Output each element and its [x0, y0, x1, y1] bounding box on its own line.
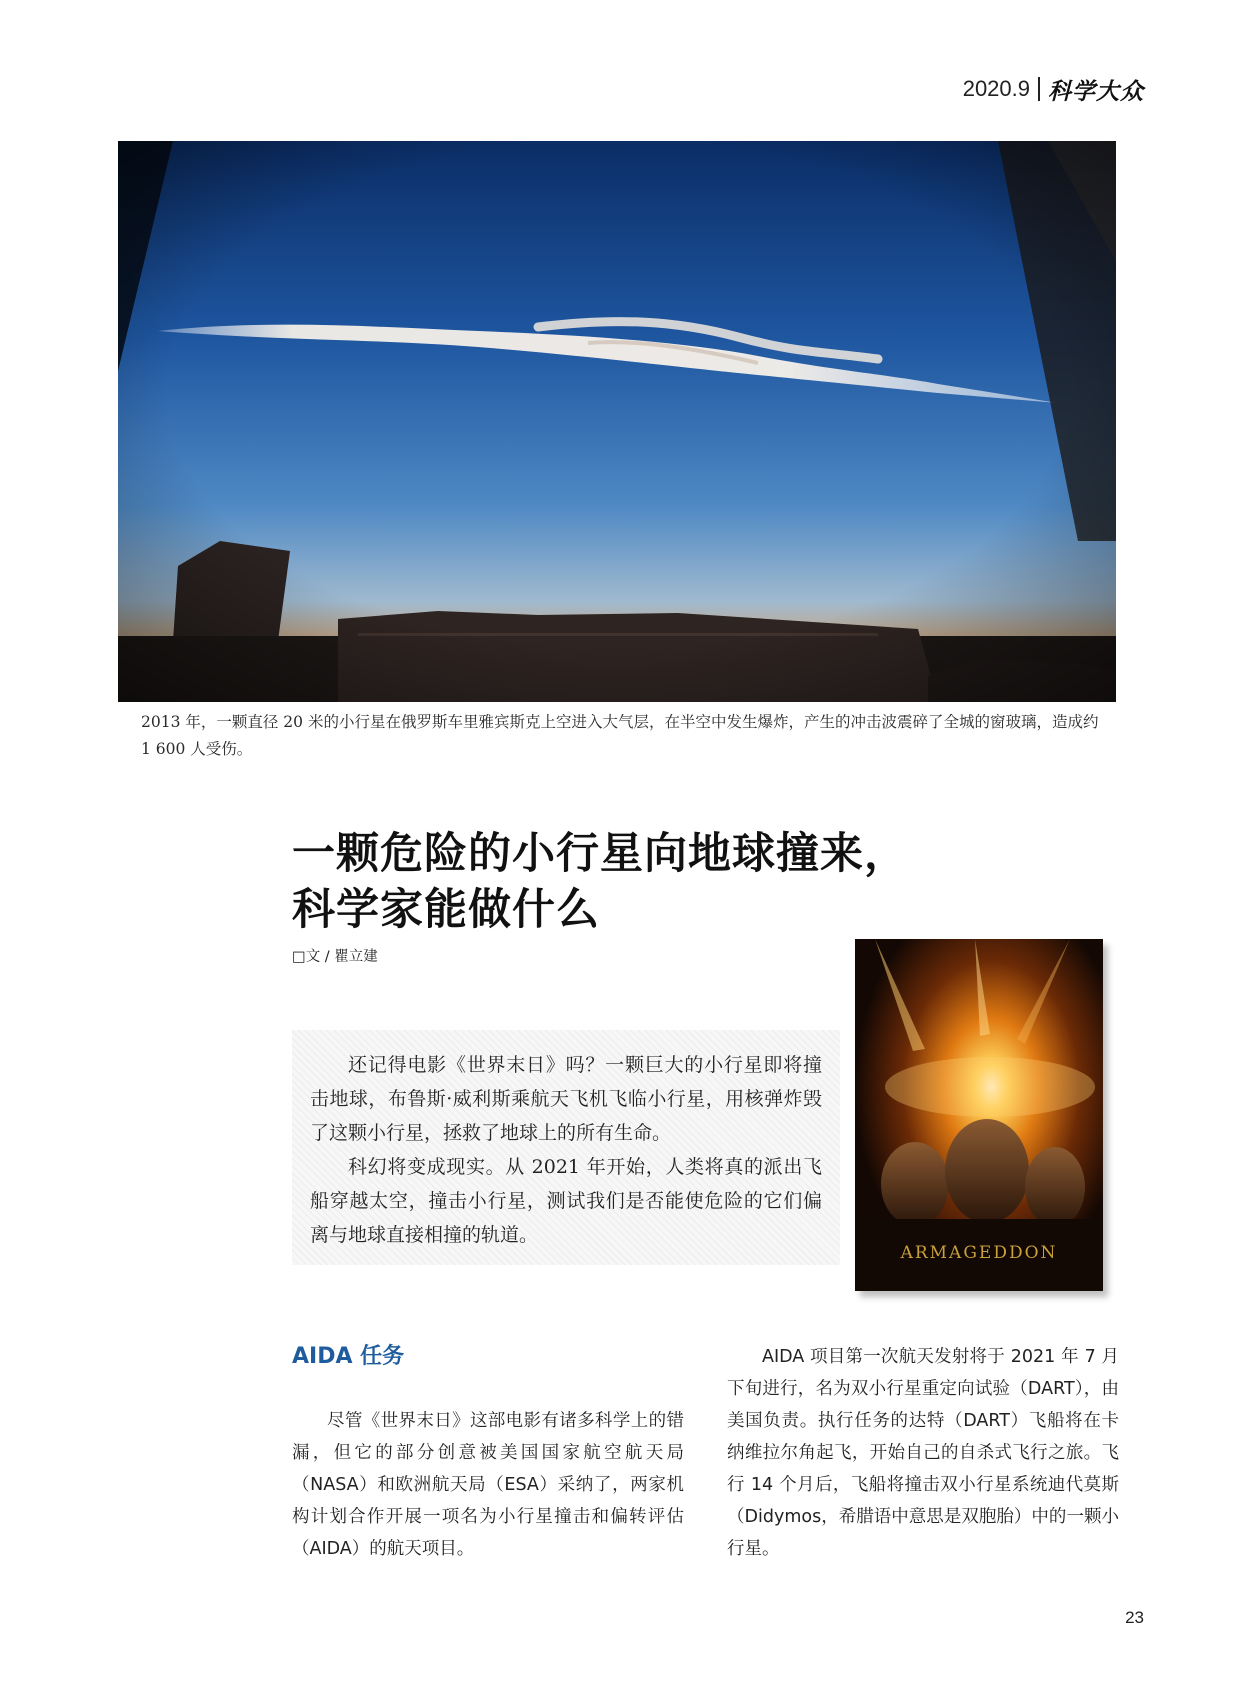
page-header [963, 72, 1144, 106]
section-heading: AIDA 任务 [292, 1344, 405, 1369]
issue-date: 2020.9 [962, 76, 1030, 101]
photo-caption: 2013 年，一颗直径 20 米的小行星在俄罗斯车里雅宾斯克上空进入大气层，在半空中发生爆炸，产生的冲击波震碎了全城的窗玻璃，造成约 1 600 人受伤。 [141, 713, 1099, 758]
intro-box [292, 1030, 840, 1265]
title-line-1: 一颗危险的小行星向地球撞来， [292, 829, 908, 879]
poster-title: ARMAGEDDON [900, 1243, 1058, 1263]
byline: □文 / 瞿立建 [292, 949, 378, 965]
intro-paragraph-2: 科幻将变成现实。从 2021 年开始，人类将真的派出飞船穿越太空，撞击小行星，测试我们是否能使危险的它们偏离与地球直接相撞的轨道。 [310, 1156, 822, 1246]
article-title [292, 826, 1012, 938]
body-paragraph: AIDA 项目第一次航天发射将于 2021 年 7 月下旬进行，名为双小行星重定向试验（DART），由美国负责。执行任务的达特（DART）飞船将在卡纳维拉尔角起飞，开始自己的自杀式飞行之旅。飞行 14 个月后，飞船将撞击双小行星系统迪代莫斯（Didymos，希腊语中意思是双胞胎）中的一颗小行星。 [727, 1347, 1119, 1559]
armageddon-poster [855, 939, 1103, 1291]
intro-paragraph-1: 还记得电影《世界末日》吗？一颗巨大的小行星即将撞击地球，布鲁斯·威利斯乘航天飞机飞临小行星，用核弹炸毁了这颗小行星，拯救了地球上的所有生命。 [310, 1054, 822, 1144]
page-number: 23 [1125, 1608, 1144, 1627]
body-column-left [292, 1405, 684, 1565]
body-paragraph: 尽管《世界末日》这部电影有诸多科学上的错漏，但它的部分创意被美国国家航空航天局（NASA）和欧洲航天局（ESA）采纳了，两家机构计划合作开展一项名为小行星撞击和偏转评估（AIDA）的航天项目。 [292, 1411, 684, 1559]
title-line-2: 科学家能做什么 [292, 885, 600, 935]
meteor-trail-photo [118, 141, 1116, 702]
magazine-name: 科学大众 [1048, 77, 1144, 105]
body-column-right [727, 1341, 1119, 1565]
header-divider [1038, 77, 1040, 101]
